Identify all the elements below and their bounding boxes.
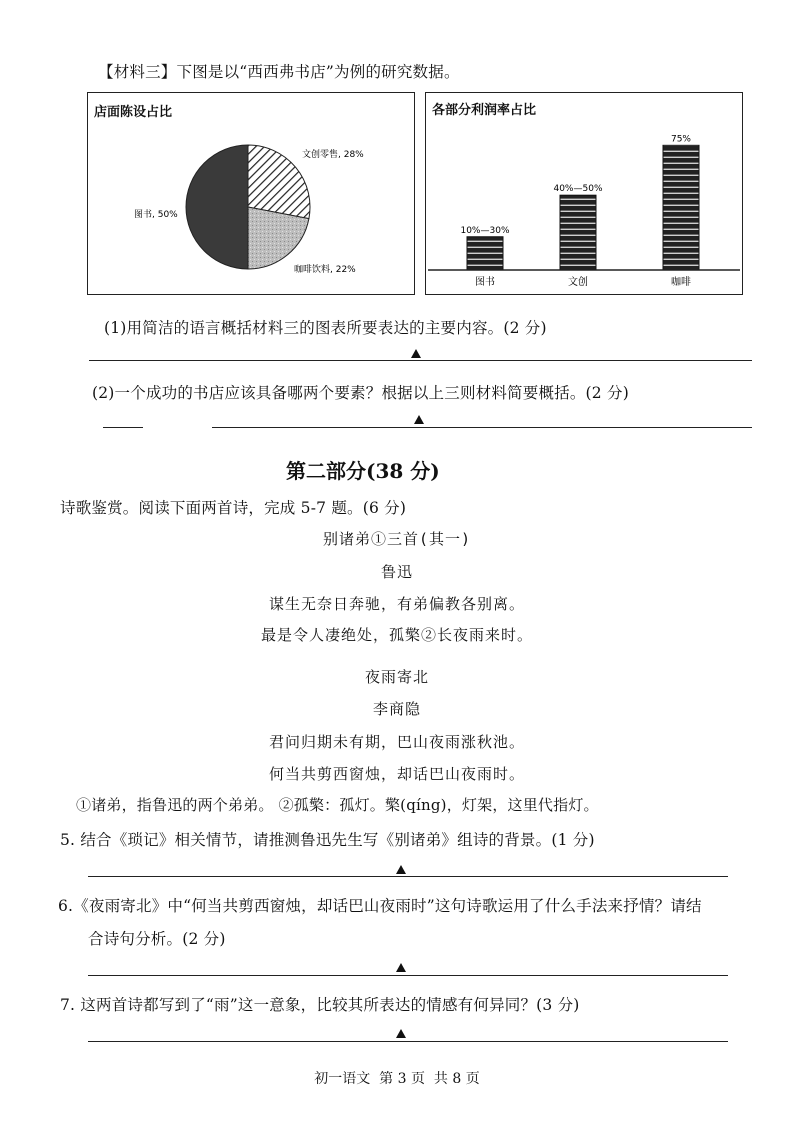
part2-heading: 第二部分(38 分) xyxy=(286,459,440,483)
answer-line-q2-short[interactable] xyxy=(103,427,143,428)
poem1-title: 别诸弟①三首(其一) xyxy=(322,530,472,548)
bar-2 xyxy=(663,145,699,270)
pie-chart-title: 店面陈设占比 xyxy=(94,105,173,120)
bar-value-label-0: 10%—30% xyxy=(460,225,510,236)
bar-1 xyxy=(560,195,596,270)
bar-category-label-0: 图书 xyxy=(475,277,495,288)
bar-0 xyxy=(467,237,503,270)
question-7: 7. 这两首诗都写到了“雨”这一意象，比较其所表达的情感有何异同？(3 分) xyxy=(60,996,580,1014)
question-6-line1: 6.《夜雨寄北》中“何当共剪西窗烛，却话巴山夜雨时”这句诗歌运用了什么手法来抒情？请结 xyxy=(58,897,702,915)
bar-chart xyxy=(426,93,742,294)
pie-label-creative: 文创零售, 28% xyxy=(302,150,364,160)
poem2-line1: 君问归期未有期，巴山夜雨涨秋池。 xyxy=(268,733,525,751)
material-heading: 【材料三】下图是以“西西弗书店”为例的研究数据。 xyxy=(98,63,460,81)
answer-line-q7[interactable] xyxy=(88,1041,728,1042)
answer-marker-q7 xyxy=(396,1029,406,1038)
answer-line-q5[interactable] xyxy=(88,876,728,877)
bar-chart-panel xyxy=(425,92,743,295)
poem-intro: 诗歌鉴赏。阅读下面两首诗，完成 5-7 题。(6 分) xyxy=(60,499,407,517)
poem1-author: 鲁迅 xyxy=(380,563,413,581)
answer-marker-q1 xyxy=(411,349,421,358)
answer-line-q2[interactable] xyxy=(212,427,752,428)
pie-label-coffee: 咖啡饮料, 22% xyxy=(294,265,356,275)
question-6-line2: 合诗句分析。(2 分) xyxy=(88,930,226,948)
question-2: (2)一个成功的书店应该具备哪两个要素？根据以上三则材料简要概括。(2 分) xyxy=(92,384,629,402)
pie-chart xyxy=(88,93,414,294)
question-5: 5. 结合《琐记》相关情节，请推测鲁迅先生写《别诸弟》组诗的背景。(1 分) xyxy=(60,831,595,849)
answer-marker-q2 xyxy=(414,415,424,424)
answer-line-q1[interactable] xyxy=(89,360,752,361)
answer-marker-q6 xyxy=(396,963,406,972)
bar-category-label-2: 咖啡 xyxy=(671,277,691,288)
pie-slice-books xyxy=(186,145,248,269)
poem-notes: ①诸弟，指鲁迅的两个弟弟。 ②孤檠：孤灯。檠(qíng)，灯架，这里代指灯。 xyxy=(76,796,599,814)
bar-category-label-1: 文创 xyxy=(568,277,588,288)
poem1-line1: 谋生无奈日奔驰，有弟偏教各别离。 xyxy=(268,595,525,613)
poem1-line2: 最是令人凄绝处，孤檠②长夜雨来时。 xyxy=(260,626,533,644)
pie-chart-panel xyxy=(87,92,415,295)
pie-slice-creative xyxy=(248,145,310,219)
bar-chart-title: 各部分利润率占比 xyxy=(432,103,537,118)
pie-label-books: 图书, 50% xyxy=(134,210,178,220)
poem2-author: 李商隐 xyxy=(372,700,421,718)
bar-value-label-2: 75% xyxy=(670,134,692,145)
page-footer: 初一语文 第 3 页 共 8 页 xyxy=(314,1071,480,1087)
answer-line-q6[interactable] xyxy=(88,975,728,976)
question-1: (1)用简洁的语言概括材料三的图表所要表达的主要内容。(2 分) xyxy=(104,319,547,337)
poem2-title: 夜雨寄北 xyxy=(364,668,429,686)
answer-marker-q5 xyxy=(396,865,406,874)
poem2-line2: 何当共剪西窗烛，却话巴山夜雨时。 xyxy=(268,765,525,783)
bar-value-label-1: 40%—50% xyxy=(553,184,603,195)
